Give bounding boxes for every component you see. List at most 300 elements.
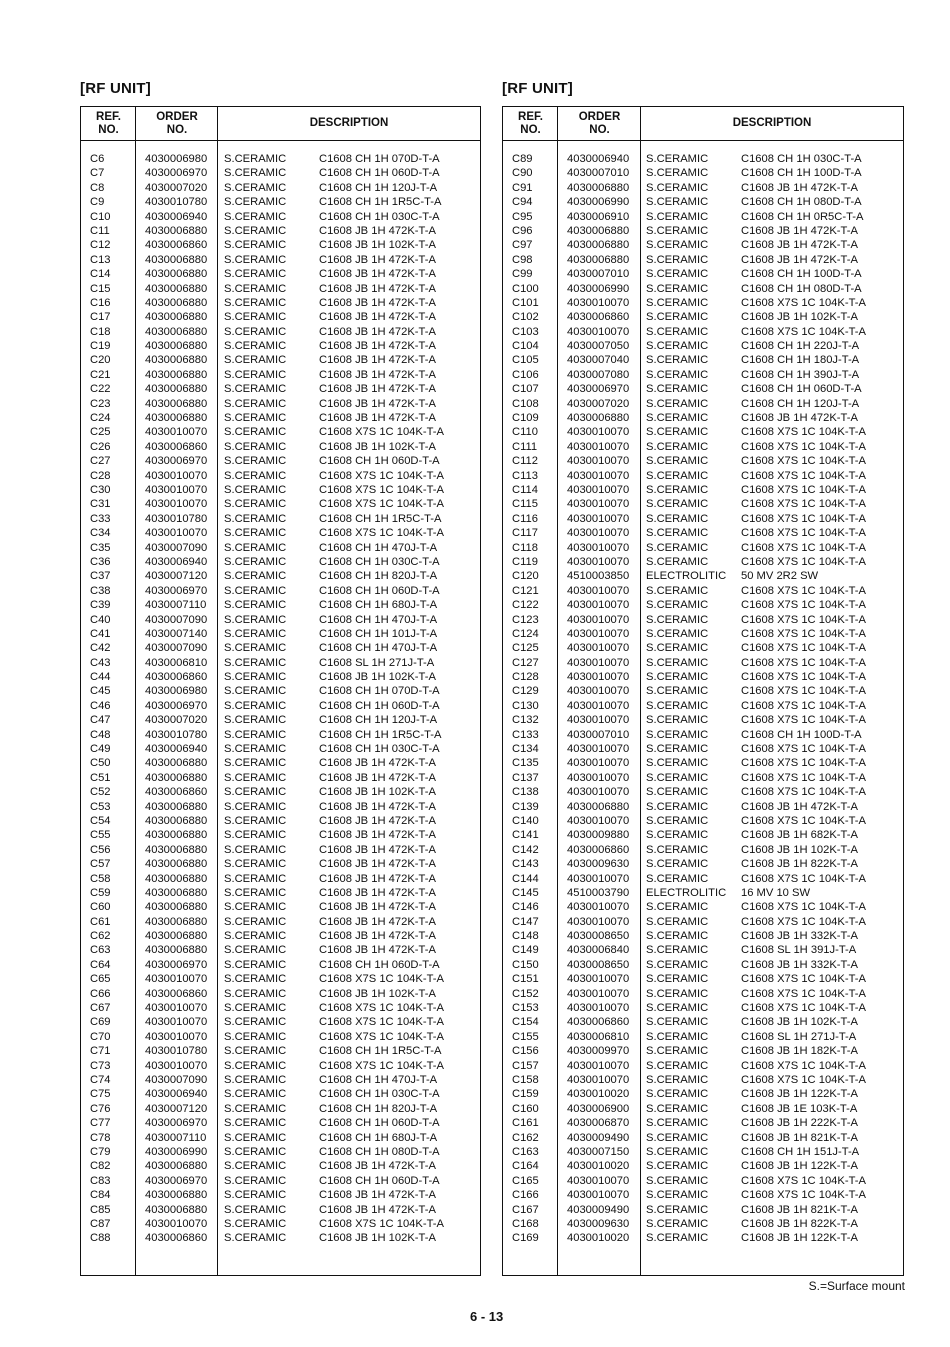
ref-no-cell: C44 xyxy=(90,671,111,684)
part-type-cell: S.CERAMIC xyxy=(646,1160,709,1173)
order-no-cell: 4030010070 xyxy=(567,627,630,640)
part-type-cell: S.CERAMIC xyxy=(224,1232,287,1245)
part-value-cell: C1608 JB 1H 472K-T-A xyxy=(319,1189,436,1202)
part-value-cell: C1608 X7S 1C 104K-T-A xyxy=(319,1217,444,1230)
part-value-cell: C1608 X7S 1C 104K-T-A xyxy=(319,469,444,482)
table-row xyxy=(81,1102,480,1116)
table-row xyxy=(503,181,903,195)
ref-no-cell: C9 xyxy=(90,196,105,209)
part-type-cell: S.CERAMIC xyxy=(646,340,709,353)
order-no-cell: 4030006910 xyxy=(567,210,630,223)
part-type-cell: S.CERAMIC xyxy=(224,1145,287,1158)
table-row xyxy=(81,670,480,684)
part-type-cell: S.CERAMIC xyxy=(646,1102,709,1115)
ref-no-cell: C27 xyxy=(90,455,111,468)
part-type-cell: S.CERAMIC xyxy=(646,268,709,281)
ref-no-cell: C133 xyxy=(512,728,539,741)
part-value-cell: C1608 SL 1H 391J-T-A xyxy=(741,944,857,957)
table-row xyxy=(503,195,903,209)
order-no-cell: 4030007090 xyxy=(145,642,208,655)
part-type-cell: S.CERAMIC xyxy=(646,858,709,871)
ref-no-cell: C82 xyxy=(90,1160,111,1173)
order-no-cell: 4030010070 xyxy=(567,440,630,453)
table-row xyxy=(503,339,903,353)
table-row xyxy=(503,210,903,224)
part-type-cell: S.CERAMIC xyxy=(646,1030,709,1043)
ref-no-cell: C91 xyxy=(512,181,533,194)
table-row xyxy=(503,728,903,742)
part-type-cell: S.CERAMIC xyxy=(646,872,709,885)
order-no-cell: 4510003850 xyxy=(567,570,630,583)
part-type-cell: S.CERAMIC xyxy=(646,397,709,410)
table-body xyxy=(81,152,480,1246)
table-row xyxy=(81,656,480,670)
part-value-cell: C1608 X7S 1C 104K-T-A xyxy=(741,671,866,684)
order-no-cell: 4030010070 xyxy=(567,642,630,655)
part-type-cell: S.CERAMIC xyxy=(646,153,709,165)
part-value-cell: C1608 JB 1H 102K-T-A xyxy=(319,440,436,453)
ref-no-cell: C125 xyxy=(512,642,539,655)
part-value-cell: C1608 X7S 1C 104K-T-A xyxy=(741,426,866,439)
ref-no-cell: C95 xyxy=(512,210,533,223)
table-row xyxy=(503,569,903,583)
ref-no-cell: C62 xyxy=(90,930,111,943)
ref-no-cell: C8 xyxy=(90,181,105,194)
ref-no-cell: C165 xyxy=(512,1174,539,1187)
table-row xyxy=(81,785,480,799)
order-no-cell: 4030006970 xyxy=(145,455,208,468)
ref-no-cell: C40 xyxy=(90,613,111,626)
table-row xyxy=(503,713,903,727)
order-no-cell: 4030006880 xyxy=(567,253,630,266)
ref-no-cell: C120 xyxy=(512,570,539,583)
part-value-cell: C1608 X7S 1C 104K-T-A xyxy=(741,771,866,784)
ref-no-cell: C50 xyxy=(90,757,111,770)
order-no-cell: 4030007010 xyxy=(567,268,630,281)
order-no-cell: 4030007010 xyxy=(567,167,630,180)
part-value-cell: C1608 CH 1H 030C-T-A xyxy=(319,555,440,568)
order-no-cell: 4030010070 xyxy=(567,786,630,799)
order-no-cell: 4030006860 xyxy=(145,987,208,1000)
part-type-cell: S.CERAMIC xyxy=(224,282,287,295)
part-type-cell: S.CERAMIC xyxy=(224,412,287,425)
ref-no-cell: C129 xyxy=(512,685,539,698)
ref-no-cell: C109 xyxy=(512,412,539,425)
part-value-cell: C1608 SL 1H 271J-T-A xyxy=(319,656,435,669)
order-no-cell: 4030006880 xyxy=(145,872,208,885)
table-row xyxy=(81,152,480,166)
order-no-cell: 4030006880 xyxy=(145,325,208,338)
part-type-cell: S.CERAMIC xyxy=(224,814,287,827)
ref-no-cell: C54 xyxy=(90,814,111,827)
table-row xyxy=(503,1001,903,1015)
part-type-cell: S.CERAMIC xyxy=(646,440,709,453)
part-type-cell: S.CERAMIC xyxy=(224,973,287,986)
order-no-cell: 4030006970 xyxy=(145,1117,208,1130)
part-type-cell: S.CERAMIC xyxy=(646,368,709,381)
order-no-cell: 4030010070 xyxy=(145,498,208,511)
ref-no-cell: C30 xyxy=(90,483,111,496)
order-no-cell: 4030006970 xyxy=(145,958,208,971)
part-value-cell: C1608 CH 1H 060D-T-A xyxy=(319,1174,440,1187)
table-row xyxy=(81,353,480,367)
part-value-cell: C1608 JB 1H 472K-T-A xyxy=(319,901,436,914)
part-value-cell: C1608 X7S 1C 104K-T-A xyxy=(741,455,866,468)
part-value-cell: C1608 CH 1H 101J-T-A xyxy=(319,627,438,640)
table-header xyxy=(503,107,903,141)
part-type-cell: S.CERAMIC xyxy=(224,325,287,338)
ref-no-cell: C18 xyxy=(90,325,111,338)
order-no-cell: 4030006860 xyxy=(145,1232,208,1245)
part-type-cell: S.CERAMIC xyxy=(646,973,709,986)
table-row xyxy=(81,296,480,310)
table-row xyxy=(81,886,480,900)
table-row xyxy=(81,440,480,454)
table-row xyxy=(81,943,480,957)
part-value-cell: C1608 X7S 1C 104K-T-A xyxy=(319,498,444,511)
ref-no-cell: C157 xyxy=(512,1059,539,1072)
table-row xyxy=(81,1044,480,1058)
table-row xyxy=(81,425,480,439)
table-row xyxy=(81,742,480,756)
ref-no-cell: C79 xyxy=(90,1145,111,1158)
part-type-cell: S.CERAMIC xyxy=(224,469,287,482)
order-no-cell: 4030010070 xyxy=(567,757,630,770)
ref-no-cell: C77 xyxy=(90,1117,111,1130)
part-type-cell: S.CERAMIC xyxy=(224,440,287,453)
table-row xyxy=(81,253,480,267)
part-value-cell: C1608 X7S 1C 104K-T-A xyxy=(741,699,866,712)
ref-no-cell: C161 xyxy=(512,1117,539,1130)
order-no-cell: 4030010070 xyxy=(567,426,630,439)
table-row xyxy=(503,382,903,396)
part-value-cell: C1608 JB 1H 472K-T-A xyxy=(741,239,858,252)
order-no-cell: 4030008650 xyxy=(567,958,630,971)
table-row xyxy=(81,1217,480,1231)
part-value-cell: C1608 JB 1H 102K-T-A xyxy=(319,239,436,252)
part-type-cell: S.CERAMIC xyxy=(646,296,709,309)
part-type-cell: S.CERAMIC xyxy=(646,1059,709,1072)
order-no-cell: 4030006880 xyxy=(567,412,630,425)
table-row xyxy=(81,541,480,555)
part-type-cell: S.CERAMIC xyxy=(224,843,287,856)
table-row xyxy=(81,771,480,785)
order-no-cell: 4030006810 xyxy=(567,1030,630,1043)
table-row xyxy=(503,296,903,310)
order-no-cell: 4030010070 xyxy=(567,1074,630,1086)
order-no-cell: 4030006880 xyxy=(145,368,208,381)
table-row xyxy=(503,555,903,569)
table-row xyxy=(503,613,903,627)
table-row xyxy=(81,900,480,914)
part-value-cell: C1608 JB 1H 472K-T-A xyxy=(319,368,436,381)
table-row xyxy=(503,541,903,555)
ref-no-cell: C117 xyxy=(512,527,538,540)
part-value-cell: C1608 X7S 1C 104K-T-A xyxy=(741,584,866,597)
order-no-cell: 4030010070 xyxy=(567,325,630,338)
order-no-cell: 4030006880 xyxy=(145,814,208,827)
part-type-cell: S.CERAMIC xyxy=(646,671,709,684)
order-no-cell: 4030010020 xyxy=(567,1232,630,1245)
part-value-cell: C1608 X7S 1C 104K-T-A xyxy=(741,1059,866,1072)
part-type-cell: S.CERAMIC xyxy=(646,958,709,971)
order-no-cell: 4030010070 xyxy=(567,613,630,626)
part-value-cell: C1608 X7S 1C 104K-T-A xyxy=(741,714,866,727)
part-type-cell: S.CERAMIC xyxy=(224,1203,287,1216)
table-row xyxy=(503,1073,903,1087)
part-value-cell: C1608 JB 1H 472K-T-A xyxy=(741,412,858,425)
table-row xyxy=(81,814,480,828)
order-no-cell: 4030006880 xyxy=(145,886,208,899)
part-type-cell: S.CERAMIC xyxy=(224,1088,287,1101)
ref-no-cell: C106 xyxy=(512,368,539,381)
table-row xyxy=(81,397,480,411)
part-value-cell: 16 MV 10 SW xyxy=(741,886,811,899)
surface-mount-footnote: S.=Surface mount xyxy=(808,1279,905,1293)
order-no-cell: 4030010070 xyxy=(567,685,630,698)
part-type-cell: S.CERAMIC xyxy=(224,599,287,612)
part-type-cell: ELECTROLITIC xyxy=(646,570,727,583)
part-type-cell: S.CERAMIC xyxy=(646,354,709,367)
ref-no-cell: C143 xyxy=(512,858,539,871)
order-no-cell: 4030007120 xyxy=(145,570,208,583)
order-no-cell: 4030006940 xyxy=(145,1088,208,1101)
part-type-cell: S.CERAMIC xyxy=(224,1016,287,1029)
ref-no-cell: C63 xyxy=(90,944,111,957)
part-type-cell: S.CERAMIC xyxy=(646,426,709,439)
part-value-cell: C1608 X7S 1C 104K-T-A xyxy=(741,555,866,568)
order-no-cell: 4030006880 xyxy=(145,383,208,396)
ref-no-cell: C87 xyxy=(90,1217,111,1230)
part-value-cell: C1608 CH 1H 030C-T-A xyxy=(319,210,440,223)
part-type-cell: S.CERAMIC xyxy=(224,555,287,568)
part-value-cell: C1608 X7S 1C 104K-T-A xyxy=(741,814,866,827)
part-value-cell: C1608 X7S 1C 104K-T-A xyxy=(741,743,866,756)
part-type-cell: S.CERAMIC xyxy=(646,1174,709,1187)
part-value-cell: C1608 JB 1H 472K-T-A xyxy=(319,915,436,928)
part-value-cell: C1608 JB 1H 472K-T-A xyxy=(319,771,436,784)
table-row xyxy=(503,267,903,281)
order-no-cell: 4030010070 xyxy=(567,771,630,784)
part-type-cell: S.CERAMIC xyxy=(646,699,709,712)
ref-no-cell: C111 xyxy=(512,440,538,453)
ref-no-cell: C132 xyxy=(512,714,539,727)
table-row xyxy=(503,512,903,526)
part-type-cell: S.CERAMIC xyxy=(646,1074,709,1086)
order-no-cell: 4030010070 xyxy=(145,527,208,540)
ref-no-cell: C118 xyxy=(512,541,538,554)
part-value-cell: C1608 CH 1H 390J-T-A xyxy=(741,368,860,381)
table-row xyxy=(81,1059,480,1073)
ref-no-cell: C42 xyxy=(90,642,111,655)
ref-no-cell: C89 xyxy=(512,153,533,165)
table-row xyxy=(503,670,903,684)
part-value-cell: C1608 X7S 1C 104K-T-A xyxy=(741,973,866,986)
ref-no-cell: C144 xyxy=(512,872,539,885)
ref-no-cell: C53 xyxy=(90,800,111,813)
ref-no-cell: C90 xyxy=(512,167,533,180)
ref-no-cell: C84 xyxy=(90,1189,111,1202)
table-row xyxy=(81,728,480,742)
part-value-cell: C1608 X7S 1C 104K-T-A xyxy=(741,1074,866,1086)
ref-no-cell: C97 xyxy=(512,239,533,252)
part-value-cell: C1608 JB 1H 472K-T-A xyxy=(741,224,858,237)
table-row xyxy=(81,627,480,641)
part-value-cell: C1608 JB 1H 472K-T-A xyxy=(319,325,436,338)
table-row xyxy=(81,526,480,540)
order-no-cell: 4030007010 xyxy=(567,728,630,741)
ref-no-cell: C128 xyxy=(512,671,539,684)
order-no-cell: 4030010070 xyxy=(567,512,630,525)
part-value-cell: C1608 CH 1H 100D-T-A xyxy=(741,728,862,741)
ref-no-cell: C155 xyxy=(512,1030,539,1043)
part-type-cell: S.CERAMIC xyxy=(646,325,709,338)
part-type-cell: S.CERAMIC xyxy=(646,901,709,914)
part-value-cell: C1608 CH 1H 1R5C-T-A xyxy=(319,512,442,525)
part-value-cell: C1608 JB 1H 472K-T-A xyxy=(319,268,436,281)
ref-no-cell: C64 xyxy=(90,958,111,971)
ref-no-cell: C24 xyxy=(90,412,111,425)
ref-no-cell: C146 xyxy=(512,901,539,914)
ref-no-cell: C41 xyxy=(90,627,111,640)
table-row xyxy=(503,397,903,411)
ref-no-cell: C57 xyxy=(90,858,111,871)
ref-no-cell: C48 xyxy=(90,728,111,741)
part-type-cell: S.CERAMIC xyxy=(224,397,287,410)
table-row xyxy=(81,497,480,511)
ref-no-cell: C23 xyxy=(90,397,111,410)
ref-no-cell: C142 xyxy=(512,843,539,856)
part-value-cell: C1608 SL 1H 271J-T-A xyxy=(741,1030,857,1043)
part-type-cell: S.CERAMIC xyxy=(224,527,287,540)
order-no-cell: 4030007020 xyxy=(145,181,208,194)
table-row xyxy=(503,771,903,785)
order-no-cell: 4030010070 xyxy=(567,1189,630,1202)
order-no-cell: 4030010070 xyxy=(567,1059,630,1072)
part-value-cell: C1608 X7S 1C 104K-T-A xyxy=(319,1059,444,1072)
part-value-cell: C1608 CH 1H 070D-T-A xyxy=(319,685,440,698)
ref-no-cell: C65 xyxy=(90,973,111,986)
ref-no-cell: C167 xyxy=(512,1203,539,1216)
part-value-cell: C1608 JB 1H 472K-T-A xyxy=(319,383,436,396)
ref-no-cell: C46 xyxy=(90,699,111,712)
part-value-cell: C1608 JB 1H 472K-T-A xyxy=(319,829,436,842)
table-row xyxy=(81,469,480,483)
part-type-cell: S.CERAMIC xyxy=(224,728,287,741)
order-no-cell: 4030010070 xyxy=(567,498,630,511)
part-type-cell: S.CERAMIC xyxy=(224,1217,287,1230)
part-type-cell: S.CERAMIC xyxy=(646,469,709,482)
part-type-cell: S.CERAMIC xyxy=(224,368,287,381)
table-row xyxy=(503,368,903,382)
order-no-cell: 4030010070 xyxy=(567,915,630,928)
right-parts-table xyxy=(502,106,904,1276)
part-value-cell: C1608 JB 1H 821K-T-A xyxy=(741,1203,858,1216)
order-no-cell: 4030010020 xyxy=(567,1088,630,1101)
ref-no-cell: C21 xyxy=(90,368,111,381)
part-type-cell: S.CERAMIC xyxy=(646,1088,709,1101)
part-type-cell: S.CERAMIC xyxy=(646,196,709,209)
order-no-cell: 4030010070 xyxy=(567,814,630,827)
part-type-cell: S.CERAMIC xyxy=(646,757,709,770)
table-row xyxy=(503,1087,903,1101)
part-value-cell: C1608 JB 1H 222K-T-A xyxy=(741,1117,858,1130)
ref-no-cell: C94 xyxy=(512,196,533,209)
table-row xyxy=(81,224,480,238)
part-type-cell: S.CERAMIC xyxy=(646,282,709,295)
ref-no-cell: C122 xyxy=(512,599,539,612)
part-value-cell: C1608 JB 1H 102K-T-A xyxy=(319,987,436,1000)
order-no-cell: 4030006870 xyxy=(567,1117,630,1130)
table-row xyxy=(81,382,480,396)
ref-no-cell: C99 xyxy=(512,268,533,281)
part-type-cell: ELECTROLITIC xyxy=(646,886,727,899)
part-type-cell: S.CERAMIC xyxy=(646,167,709,180)
ref-no-cell: C114 xyxy=(512,483,538,496)
table-row xyxy=(503,641,903,655)
table-row xyxy=(503,325,903,339)
table-row xyxy=(81,699,480,713)
part-value-cell: C1608 X7S 1C 104K-T-A xyxy=(741,527,866,540)
order-no-cell: 4030006940 xyxy=(567,153,630,165)
ref-no-cell: C70 xyxy=(90,1030,111,1043)
part-type-cell: S.CERAMIC xyxy=(224,483,287,496)
ref-no-cell: C110 xyxy=(512,426,538,439)
part-value-cell: C1608 CH 1H 120J-T-A xyxy=(319,714,438,727)
table-row xyxy=(503,1231,903,1245)
table-row xyxy=(503,584,903,598)
part-type-cell: S.CERAMIC xyxy=(646,1217,709,1230)
part-value-cell: C1608 X7S 1C 104K-T-A xyxy=(741,325,866,338)
part-value-cell: C1608 JB 1H 472K-T-A xyxy=(319,872,436,885)
order-no-cell: 4030006860 xyxy=(145,239,208,252)
ref-no-cell: C115 xyxy=(512,498,538,511)
part-value-cell: C1608 X7S 1C 104K-T-A xyxy=(741,1189,866,1202)
order-no-cell: 4030007110 xyxy=(145,599,207,612)
ref-no-cell: C38 xyxy=(90,584,111,597)
part-type-cell: S.CERAMIC xyxy=(646,714,709,727)
table-row xyxy=(503,1188,903,1202)
part-value-cell: C1608 CH 1H 1R5C-T-A xyxy=(319,728,442,741)
order-no-cell: 4030006970 xyxy=(145,699,208,712)
ref-no-cell: C145 xyxy=(512,886,539,899)
part-type-cell: S.CERAMIC xyxy=(646,915,709,928)
order-no-cell: 4030006880 xyxy=(145,843,208,856)
order-no-cell: 4030006990 xyxy=(567,282,630,295)
part-value-cell: C1608 JB 1H 332K-T-A xyxy=(741,958,858,971)
part-value-cell: C1608 CH 1H 060D-T-A xyxy=(319,958,440,971)
part-type-cell: S.CERAMIC xyxy=(224,383,287,396)
table-row xyxy=(81,872,480,886)
part-value-cell: C1608 X7S 1C 104K-T-A xyxy=(741,642,866,655)
part-value-cell: C1608 JB 1H 102K-T-A xyxy=(319,1232,436,1245)
table-body xyxy=(503,152,903,1246)
order-no-cell: 4030010070 xyxy=(567,1002,630,1015)
part-value-cell: C1608 CH 1H 180J-T-A xyxy=(741,354,860,367)
ref-no-cell: C43 xyxy=(90,656,111,669)
part-type-cell: S.CERAMIC xyxy=(224,699,287,712)
part-value-cell: C1608 JB 1H 472K-T-A xyxy=(319,757,436,770)
ref-no-cell: C10 xyxy=(90,210,111,223)
table-row xyxy=(503,900,903,914)
order-no-cell: 4030006880 xyxy=(567,800,630,813)
ref-no-cell: C76 xyxy=(90,1102,111,1115)
ref-no-cell: C14 xyxy=(90,268,111,281)
table-row xyxy=(503,857,903,871)
ref-no-cell: C7 xyxy=(90,167,105,180)
part-type-cell: S.CERAMIC xyxy=(646,1117,709,1130)
order-no-cell: 4030010070 xyxy=(145,1059,208,1072)
